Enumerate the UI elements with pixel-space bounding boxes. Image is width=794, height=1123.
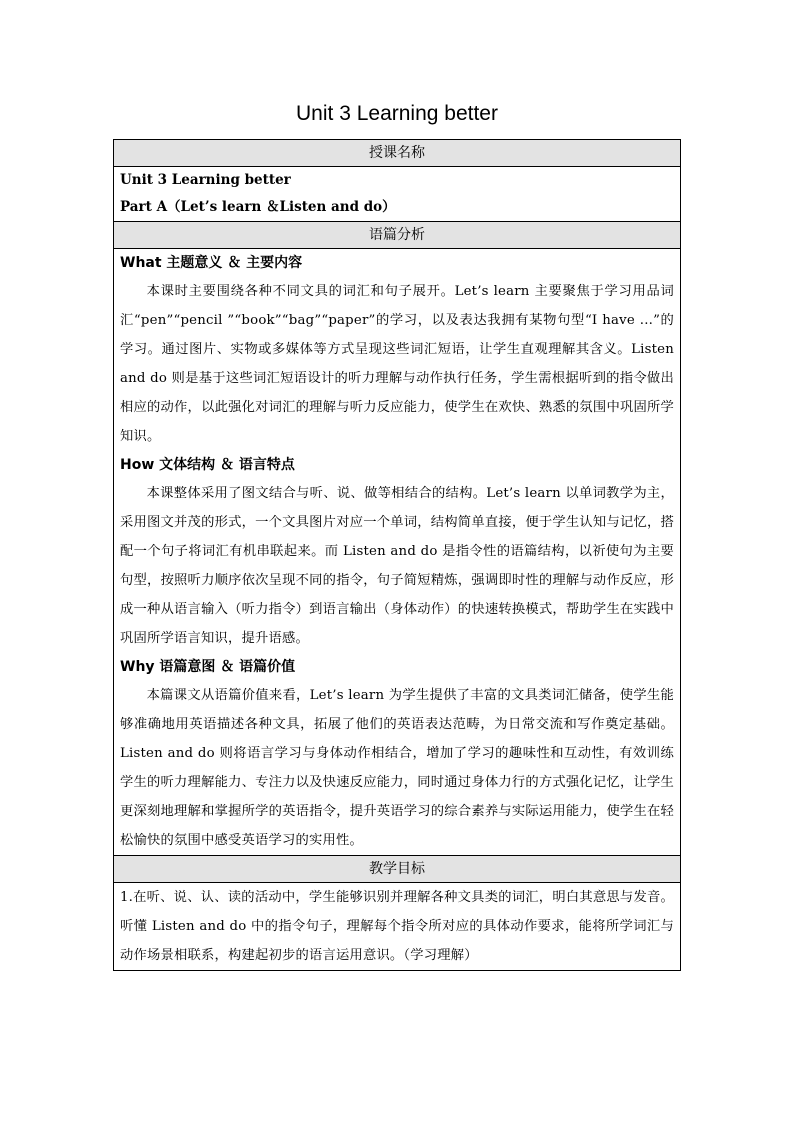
text-analysis-cell [114,249,681,856]
document-title: Unit 3 Learning better [296,102,498,125]
what-heading: What 主题意义 ＆ 主要内容 [120,255,303,271]
text-analysis-header: 语篇分析 [114,222,681,249]
course-part-line: Part A（Let’s learn ＆Listen and do） [120,199,396,215]
course-name-cell [114,167,681,222]
lesson-plan-table [113,139,681,971]
course-name-header: 授课名称 [114,140,681,167]
teaching-objectives-cell [114,883,681,971]
course-title-line: Unit 3 Learning better [120,172,291,188]
how-heading: How 文体结构 ＆ 语言特点 [120,457,295,473]
teaching-objectives-header: 教学目标 [114,856,681,883]
objective-item-1: 1.在听、说、认、读的活动中，学生能够识别并理解各种文具类的词汇，明白其意思与发音。听懂 Listen and do 中的指令句子，理解每个指令所对应的具体动作要求，能将所学词汇与动作场景相联系，构建起初步的语言运用意识。（学习理解） [120,890,674,963]
why-paragraph: 本篇课文从语篇价值来看，Let’s learn 为学生提供了丰富的文具类词汇储备，使学生能够准确地用英语描述各种文具，拓展了他们的英语表达范畴，为日常交流和写作奠定基础。Listen and do 则将语言学习与身体动作相结合，增加了学习的趣味性和互动性，有效训练学生的听力理解能力、专注力以及快速反应能力，同时通过身体力行的方式强化记忆，让学生更深刻地理解和掌握所学的英语指令，提升英语学习的综合素养与实际运用能力，使学生在轻松愉快的氛围中感受英语学习的实用性。 [120,688,674,848]
how-paragraph: 本课整体采用了图文结合与听、说、做等相结合的结构。Let’s learn 以单词教学为主，采用图文并茂的形式，一个文具图片对应一个单词，结构简单直接，便于学生认知与记忆，搭配一个句子将词汇有机串联起来。而 Listen and do 是指令性的语篇结构，以祈使句为主要句型，按照听力顺序依次呈现不同的指令，句子简短精炼，强调即时性的理解与动作反应，形成一种从语言输入（听力指令）到语言输出（身体动作）的快速转换模式，帮助学生在实践中巩固所学语言知识，提升语感。 [120,486,674,646]
why-heading: Why 语篇意图 ＆ 语篇价值 [120,659,296,675]
what-paragraph: 本课时主要围绕各种不同文具的词汇和句子展开。Let’s learn 主要聚焦于学习用品词汇“pen”“pencil ”“book”“bag”“paper”的学习，以及表达我拥有某物句型“I have ...”的学习。通过图片、实物或多媒体等方式呈现这些词汇短语，让学生直观理解其含义。Listen and do 则是基于这些词汇短语设计的听力理解与动作执行任务，学生需根据听到的指令做出相应的动作，以此强化对词汇的理解与听力反应能力，使学生在欢快、熟悉的氛围中巩固所学知识。 [120,284,674,444]
